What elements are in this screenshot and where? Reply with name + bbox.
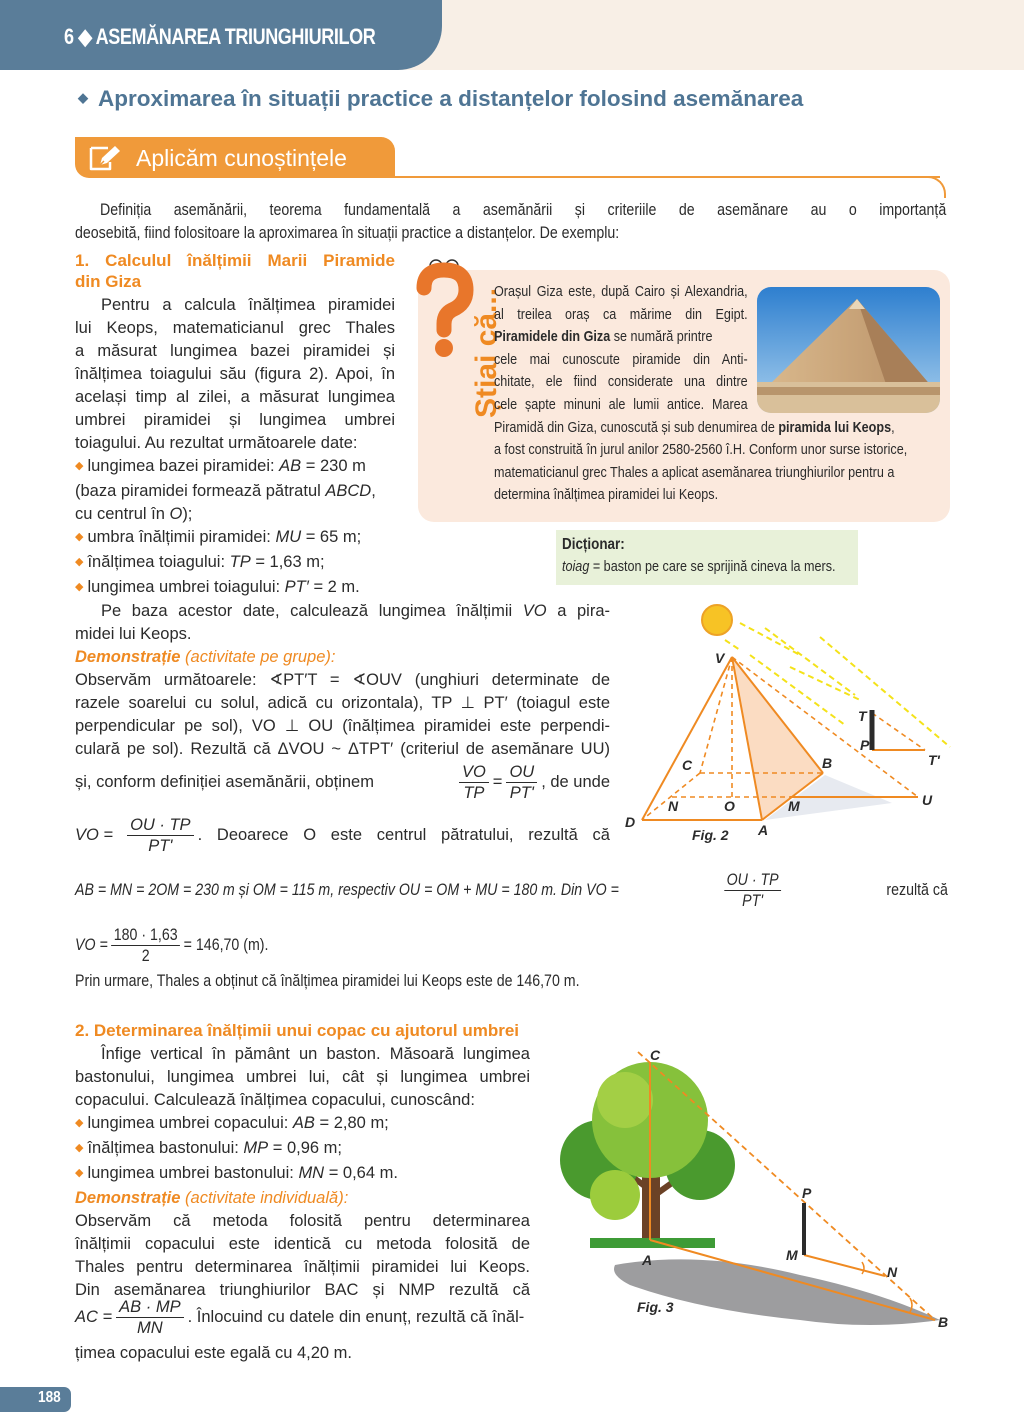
svg-text:C: C bbox=[682, 757, 693, 773]
part2-heading: 2. Determinarea înălțimii unui copac cu ajutorul umbrei bbox=[75, 1021, 519, 1040]
divider-corner bbox=[920, 176, 946, 198]
ratio-line bbox=[75, 762, 610, 803]
text: Pe baza acestor date, calculează lungimea înălțimii bbox=[101, 602, 523, 620]
obs-line: culară pe sol). Rezultă că ΔVOU ~ ΔTPT′ (criteriul de asemănare UU) bbox=[75, 740, 610, 758]
part1-heading-line1: 1. Calculul înălțimii Marii Piramide bbox=[75, 251, 395, 270]
obs-line: Observăm că metoda folosită pentru determinarea bbox=[75, 1212, 530, 1230]
section-title-text: Aproximarea în situații practice a distanțelor folosind asemănarea bbox=[98, 86, 804, 111]
angle-mark bbox=[910, 1298, 912, 1312]
math: ABCD bbox=[325, 482, 372, 500]
diamond-bullet-icon: ◆ bbox=[75, 531, 84, 543]
fraction bbox=[724, 870, 781, 911]
bullet-item bbox=[75, 526, 395, 551]
bullet-text: lungimea umbrei bastonului: bbox=[87, 1164, 299, 1182]
divider bbox=[380, 176, 940, 178]
bullet-math: TP bbox=[229, 553, 251, 571]
bullet-rest: = 0,64 m. bbox=[324, 1164, 398, 1182]
numerator: VO bbox=[459, 762, 489, 783]
result-value: = 146,70 (m). bbox=[183, 936, 269, 954]
para-line: toiagului. Au rezultat următoarele date: bbox=[75, 434, 358, 452]
math: AC = bbox=[75, 1308, 113, 1326]
bullet-item bbox=[75, 551, 395, 576]
para-line: lui Keops, matematicianul grec Thales bbox=[75, 319, 395, 337]
bullet-text: lungimea umbrei toiagului: bbox=[87, 578, 285, 596]
part1-task bbox=[75, 600, 610, 761]
part1-heading bbox=[75, 250, 395, 292]
bullet-rest: = 1,63 m; bbox=[250, 553, 325, 571]
obs-line: Observăm următoarele: ∢PT′T = ∢OUV (unghiuri determinate de bbox=[75, 671, 610, 689]
text-line: al treilea oraș ca mărime din Egipt. bbox=[494, 305, 748, 323]
intro-text-1: Definiția asemănării, teorema fundamentală a asemănării și criteriile de asemănare au o importanță bbox=[100, 201, 947, 219]
part2-paragraph bbox=[75, 1043, 530, 1302]
denominator: MN bbox=[137, 1319, 163, 1337]
fraction bbox=[506, 762, 537, 803]
bullet-item bbox=[75, 1112, 530, 1137]
numerator: OU · TP bbox=[127, 815, 194, 836]
denominator: TP bbox=[463, 784, 485, 802]
text: cu centrul în bbox=[75, 505, 170, 523]
obs-line: razele soarelui cu solul, adică cu orizontala), TP ⊥ PT′ (toiagul este bbox=[75, 694, 610, 712]
apply-banner-label: Aplicăm cunoștințele bbox=[136, 145, 347, 171]
calc-line bbox=[75, 870, 948, 911]
svg-text:B: B bbox=[938, 1314, 949, 1330]
bullet-rest: = 0,96 m; bbox=[268, 1139, 342, 1157]
math: O bbox=[169, 505, 183, 523]
fig2-caption: Fig. 2 bbox=[692, 827, 729, 843]
demo-label: Demonstrație bbox=[75, 648, 181, 666]
text-line: cele șapte minuni ale lumii antice. Marea bbox=[494, 395, 748, 413]
math-text: AB = MN = 2OM = 230 m și OM = 115 m, respectiv OU = OM + MU = 180 m. Din VO = bbox=[75, 881, 619, 899]
text: , de unde bbox=[541, 773, 610, 791]
part1-intro-paragraph bbox=[75, 294, 395, 601]
dictionary-title: Dicționar: bbox=[562, 536, 625, 553]
math: VO = bbox=[75, 936, 108, 954]
text: (baza piramidei formează pătratul bbox=[75, 482, 326, 500]
diamond-bullet-icon: ◆ bbox=[75, 556, 84, 568]
did-you-know-label: Știai că... bbox=[470, 287, 503, 418]
text-line: chitate, ele fiind considerate una dintre bbox=[494, 373, 748, 391]
ac-formula-line bbox=[75, 1297, 530, 1338]
fraction bbox=[116, 1297, 183, 1338]
para-line: Pentru a calcula înălțimea piramidei bbox=[101, 296, 395, 314]
text: ); bbox=[182, 505, 193, 523]
part1-heading-line2: din Giza bbox=[75, 272, 142, 291]
diamond-bullet-icon: ◆ bbox=[75, 581, 84, 593]
figure-2-pyramid-diagram bbox=[610, 595, 960, 855]
svg-text:P: P bbox=[860, 737, 870, 753]
text: , bbox=[371, 482, 376, 500]
math: VO bbox=[522, 602, 547, 620]
text: . Deoarece O este centrul pătratului, rezultă că bbox=[197, 826, 610, 844]
numerator: OU bbox=[506, 762, 537, 783]
svg-text:M: M bbox=[788, 798, 800, 814]
question-mark-mascot-icon bbox=[414, 252, 476, 362]
demo-note: (activitate pe grupe): bbox=[180, 648, 336, 666]
para-line: bastonului, lungimea umbrei lui, cât și lungimea umbrei bbox=[75, 1068, 530, 1086]
text-line: a fost construită în jurul anilor 2580-2560 î.H. Conform unor surse istorice, bbox=[494, 441, 908, 459]
bullet-text: înălțimea toiagului: bbox=[87, 553, 230, 571]
obs-line: perpendicular pe sol), VO ⊥ OU (înălțimea piramidei este perpendi- bbox=[75, 717, 610, 735]
text: Piramidă din Giza, cunoscută și sub denumirea de bbox=[494, 418, 775, 436]
svg-text:T: T bbox=[858, 708, 867, 724]
intro-line-1 bbox=[100, 199, 946, 222]
intro-line-2: deosebită, fiind folositoare la aproximarea în situații practice a distanțelor. De exemplu: bbox=[75, 224, 620, 242]
para-line: copacului. Calculează înălțimea copacului, cunoscând: bbox=[75, 1091, 475, 1109]
demo-label: Demonstrație bbox=[75, 1189, 181, 1207]
bullet-cont bbox=[75, 480, 395, 503]
para-line: a măsurat lungimea bazei piramidei și bbox=[75, 342, 395, 360]
bullet-rest: = 65 m; bbox=[301, 528, 362, 546]
bullet-rest: = 2 m. bbox=[308, 578, 360, 596]
pyramid-photo bbox=[757, 287, 940, 413]
svg-text:V: V bbox=[715, 650, 725, 666]
svg-text:C: C bbox=[650, 1047, 661, 1063]
dictionary-term: toiag bbox=[562, 558, 590, 575]
dictionary-definition-text: = baston pe care se sprijină cineva la mers. bbox=[589, 558, 836, 575]
fraction bbox=[459, 762, 489, 803]
section-title bbox=[78, 86, 803, 112]
page-number: 188 bbox=[38, 1389, 61, 1406]
demo-note: (activitate individuală): bbox=[180, 1189, 349, 1207]
denominator: PT' bbox=[742, 892, 764, 910]
conclusion: Prin urmare, Thales a obținut că înălțimea piramidei lui Keops este de 146,70 m. bbox=[75, 972, 580, 990]
dictionary-definition bbox=[562, 558, 836, 575]
denominator: PT' bbox=[509, 784, 534, 802]
bullet-math: MN bbox=[298, 1164, 325, 1182]
demonstration-label bbox=[75, 646, 610, 669]
bullet-item bbox=[75, 1162, 530, 1187]
diamond-bullet-icon: ◆ bbox=[75, 460, 84, 472]
bullet-math: MP bbox=[243, 1139, 269, 1157]
fraction bbox=[111, 925, 180, 966]
text-line: Orașul Giza este, după Cairo și Alexandria, bbox=[494, 283, 748, 300]
text: , bbox=[891, 418, 895, 436]
obs-line: Thales pentru determinarea înălțimii piramidei lui Keops. bbox=[75, 1258, 530, 1276]
bullet-item bbox=[75, 455, 395, 480]
bullet-rest: = 230 m bbox=[301, 457, 366, 475]
text: se numără printre bbox=[613, 328, 713, 346]
svg-text:N: N bbox=[887, 1264, 898, 1280]
ratio-equation: $\frac{VO}{TP}$ = $\frac{OU}{PT'}$ , de unde bbox=[455, 762, 610, 803]
text: rezultă că bbox=[886, 881, 948, 899]
bullet-text: lungimea bazei piramidei: bbox=[87, 457, 280, 475]
svg-text:N: N bbox=[668, 798, 679, 814]
task-line bbox=[75, 600, 610, 623]
numerator: 180 · 1,63 bbox=[111, 925, 180, 946]
svg-text:D: D bbox=[625, 814, 636, 830]
text-line: matematicianul grec Thales a aplicat asemănarea triunghiurilor pentru a bbox=[494, 463, 895, 481]
bullet-cont bbox=[75, 503, 395, 526]
bold-text: piramida lui Keops bbox=[778, 418, 892, 436]
obs-line: înălțimii copacului este identică cu metoda folosită de bbox=[75, 1235, 530, 1253]
bold-text: Piramidele din Giza bbox=[494, 328, 611, 346]
text-line: cele mai cunoscute piramide din Anti- bbox=[494, 350, 748, 368]
text-line: determina înălțimea piramidei lui Keops. bbox=[494, 486, 719, 504]
bullet-text: umbra înălțimii piramidei: bbox=[87, 528, 276, 546]
svg-text:M: M bbox=[786, 1247, 798, 1263]
diamond-bullet-icon: ◆ bbox=[75, 1142, 84, 1154]
figure-3-tree-diagram bbox=[550, 1030, 970, 1370]
sun-icon bbox=[702, 605, 732, 635]
para-line: Înfige vertical în pământ un baston. Măsoară lungimea bbox=[101, 1045, 530, 1063]
bullet-math: AB bbox=[292, 1114, 315, 1132]
grass bbox=[590, 1238, 715, 1248]
diamond-bullet-icon: ◆ bbox=[78, 90, 88, 105]
denominator: 2 bbox=[141, 947, 150, 965]
svg-text:U: U bbox=[922, 792, 933, 808]
math: VO = bbox=[75, 826, 114, 844]
chapter-title: 6 ◆ ASEMĂNAREA TRIUNGHIURILOR bbox=[64, 24, 376, 49]
bullet-item bbox=[75, 576, 395, 601]
final-line: țimea copacului este egală cu 4,20 m. bbox=[75, 1344, 352, 1362]
svg-text:O: O bbox=[724, 798, 735, 814]
bullet-math: PT′ bbox=[284, 578, 309, 596]
svg-text:P: P bbox=[802, 1185, 812, 1201]
text-line bbox=[494, 417, 907, 440]
text: . Înlocuind cu datele din enunț, rezultă că înăl- bbox=[187, 1308, 525, 1326]
svg-text:T': T' bbox=[928, 752, 940, 768]
text: și, conform definiției asemănării, obținem bbox=[75, 773, 374, 791]
demonstration-label bbox=[75, 1187, 530, 1210]
para-line: același timp al zilei, a măsurat lungimea bbox=[75, 388, 395, 406]
result-line bbox=[75, 925, 268, 966]
bullet-rest: = 2,80 m; bbox=[314, 1114, 389, 1132]
text: a pira- bbox=[546, 602, 610, 620]
svg-text:A: A bbox=[642, 1252, 653, 1268]
vo-formula-line bbox=[75, 815, 610, 856]
diamond-bullet-icon: ◆ bbox=[75, 1167, 84, 1179]
bullet-text: înălțimea bastonului: bbox=[87, 1139, 244, 1157]
pen-icon bbox=[88, 144, 122, 172]
numerator: AB · MP bbox=[116, 1297, 183, 1318]
svg-text:A: A bbox=[758, 822, 769, 838]
fraction bbox=[127, 815, 194, 856]
bullet-text: lungimea umbrei copacului: bbox=[87, 1114, 293, 1132]
bullet-math: MU bbox=[275, 528, 302, 546]
obs-line: Din asemănarea triunghiurilor BAC și NMP rezultă că bbox=[75, 1281, 530, 1299]
task-line: midei lui Keops. bbox=[75, 625, 192, 643]
diamond-bullet-icon: ◆ bbox=[75, 1117, 84, 1129]
para-line: înălțimea toiagului său (figura 2). Apoi, în bbox=[75, 365, 395, 383]
bullet-item bbox=[75, 1137, 530, 1162]
bullet-math: AB bbox=[279, 457, 302, 475]
denominator: PT' bbox=[148, 837, 173, 855]
para-line: umbrei piramidei și lungimea umbrei bbox=[75, 411, 395, 429]
fig3-caption: Fig. 3 bbox=[637, 1299, 674, 1315]
numerator: OU · TP bbox=[724, 870, 781, 891]
svg-text:B: B bbox=[822, 755, 833, 771]
angle-mark bbox=[862, 1262, 864, 1274]
